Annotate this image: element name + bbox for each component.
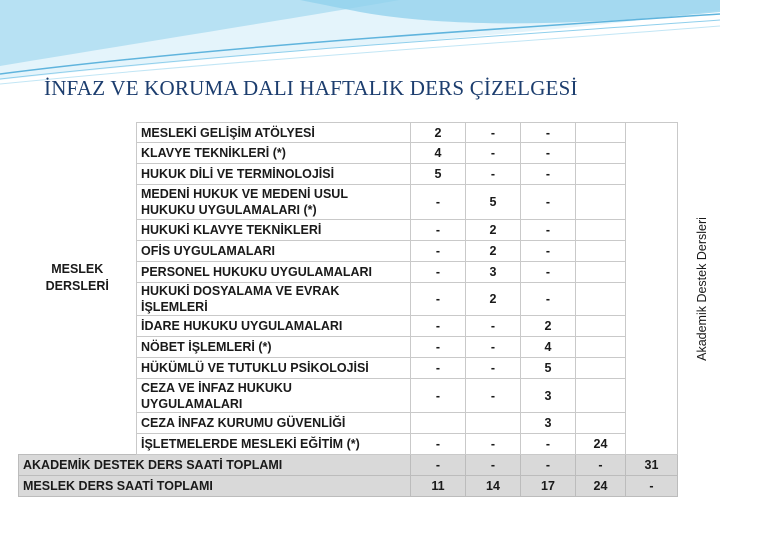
group-label-spacer <box>19 413 137 434</box>
total-cell: 17 <box>521 476 576 497</box>
hours-cell <box>576 283 626 316</box>
hours-cell: - <box>521 283 576 316</box>
course-name: KLAVYE TEKNİKLERİ (*) <box>137 143 411 164</box>
hours-cell: - <box>411 185 466 220</box>
hours-cell: - <box>521 185 576 220</box>
hours-cell: - <box>466 164 521 185</box>
page-title: İNFAZ VE KORUMA DALI HAFTALIK DERS ÇİZELGESİ <box>44 76 578 100</box>
group-label-spacer <box>19 164 137 185</box>
hours-cell: 5 <box>466 185 521 220</box>
course-name: MESLEKİ GELİŞİM ATÖLYESİ <box>137 123 411 143</box>
course-name: HUKUKİ KLAVYE TEKNİKLERİ <box>137 220 411 241</box>
course-name-line: HUKUKU UYGULAMALARI (*) <box>141 203 317 217</box>
total-cell: - <box>466 455 521 476</box>
hours-cell: - <box>466 337 521 358</box>
hours-cell: - <box>466 434 521 455</box>
group-label-spacer <box>19 220 137 241</box>
total-row-vocational <box>19 476 678 497</box>
total-cell: - <box>576 455 626 476</box>
course-name: PERSONEL HUKUKU UYGULAMALARI <box>137 262 411 283</box>
vertical-label-text: Akademik Destek Dersleri <box>694 216 709 361</box>
hours-cell: 2 <box>466 220 521 241</box>
hours-cell <box>576 337 626 358</box>
course-name: İŞLETMELERDE MESLEKİ EĞİTİM (*) <box>137 434 411 455</box>
group-label-spacer <box>19 379 137 413</box>
hours-cell: 2 <box>466 283 521 316</box>
hours-cell: 3 <box>521 413 576 434</box>
hours-cell: 4 <box>521 337 576 358</box>
hours-cell: 2 <box>466 241 521 262</box>
table-row <box>19 241 678 262</box>
table-row <box>19 123 678 143</box>
table-row <box>19 413 678 434</box>
course-name <box>137 185 411 220</box>
hours-cell <box>576 316 626 337</box>
table-row <box>19 337 678 358</box>
hours-cell: - <box>466 358 521 379</box>
hours-cell <box>576 164 626 185</box>
group-label-spacer <box>19 337 137 358</box>
hours-cell <box>576 143 626 164</box>
table-row <box>19 220 678 241</box>
hours-cell: - <box>411 262 466 283</box>
course-name-line: CEZA VE İNFAZ HUKUKU <box>141 380 292 395</box>
hours-cell: - <box>466 143 521 164</box>
hours-cell: 5 <box>411 164 466 185</box>
hours-cell: - <box>521 241 576 262</box>
total-row-academic-support <box>19 455 678 476</box>
course-name: CEZA İNFAZ KURUMU GÜVENLİĞİ <box>137 413 411 434</box>
hours-cell: 3 <box>466 262 521 283</box>
hours-cell: - <box>521 143 576 164</box>
table-row <box>19 316 678 337</box>
hours-cell: - <box>521 164 576 185</box>
group-label-spacer <box>19 316 137 337</box>
group-label-spacer <box>19 358 137 379</box>
total-row-label: AKADEMİK DESTEK DERS SAATİ TOPLAMI <box>19 455 411 476</box>
hours-cell: - <box>411 337 466 358</box>
hours-cell <box>576 123 626 143</box>
total-cell: 11 <box>411 476 466 497</box>
total-cell: - <box>411 455 466 476</box>
hours-cell: 5 <box>521 358 576 379</box>
group-label-spacer <box>19 434 137 455</box>
table-row <box>19 434 678 455</box>
hours-cell: 3 <box>521 379 576 413</box>
hours-cell <box>576 413 626 434</box>
course-name-line: MEDENİ HUKUK VE MEDENİ USUL <box>141 187 348 201</box>
course-name: HÜKÜMLÜ VE TUTUKLU PSİKOLOJİSİ <box>137 358 411 379</box>
hours-cell <box>576 262 626 283</box>
hours-cell <box>466 413 521 434</box>
total-row-label: MESLEK DERS SAATİ TOPLAMI <box>19 476 411 497</box>
course-name: İDARE HUKUKU UYGULAMALARI <box>137 316 411 337</box>
table-row <box>19 358 678 379</box>
hours-cell <box>576 220 626 241</box>
total-cell: 14 <box>466 476 521 497</box>
total-cell: 31 <box>626 455 678 476</box>
hours-cell: - <box>411 316 466 337</box>
course-name: OFİS UYGULAMALARI <box>137 241 411 262</box>
hours-cell: - <box>411 283 466 316</box>
group-label-spacer <box>19 143 137 164</box>
course-name: HUKUK DİLİ VE TERMİNOLOJİSİ <box>137 164 411 185</box>
group-label-meslek-dersleri <box>19 241 137 316</box>
hours-cell: 24 <box>576 434 626 455</box>
hours-cell: - <box>521 220 576 241</box>
table-row <box>19 143 678 164</box>
table-row <box>19 185 678 220</box>
course-name-line: İŞLEMLERİ <box>141 300 208 314</box>
course-name-line: HUKUKİ DOSYALAMA VE EVRAK <box>141 284 340 298</box>
hours-cell <box>411 413 466 434</box>
hours-cell: - <box>521 434 576 455</box>
total-cell: - <box>626 476 678 497</box>
hours-cell: - <box>411 434 466 455</box>
hours-cell <box>576 358 626 379</box>
hours-cell <box>576 185 626 220</box>
course-name <box>137 379 411 413</box>
weekly-schedule-table <box>18 122 709 497</box>
hours-cell: - <box>466 316 521 337</box>
group-label-line: DERSLERİ <box>45 279 109 293</box>
total-cell: 24 <box>576 476 626 497</box>
academic-support-column <box>626 123 709 455</box>
hours-cell: - <box>411 358 466 379</box>
schedule-table-container <box>18 122 709 497</box>
hours-cell: - <box>521 123 576 143</box>
table-row <box>19 164 678 185</box>
group-label-line: MESLEK <box>51 262 104 276</box>
course-name-line: UYGULAMALARI <box>141 396 243 411</box>
hours-cell: - <box>466 123 521 143</box>
hours-cell: 4 <box>411 143 466 164</box>
group-label-spacer <box>19 123 137 143</box>
hours-cell: - <box>466 379 521 413</box>
hours-cell <box>576 241 626 262</box>
hours-cell <box>576 379 626 413</box>
course-name <box>137 283 411 316</box>
group-label-spacer <box>19 185 137 220</box>
hours-cell: - <box>411 241 466 262</box>
course-name: NÖBET İŞLEMLERİ (*) <box>137 337 411 358</box>
table-row <box>19 379 678 413</box>
total-cell: - <box>521 455 576 476</box>
hours-cell: 2 <box>411 123 466 143</box>
hours-cell: - <box>411 220 466 241</box>
hours-cell: - <box>521 262 576 283</box>
hours-cell: - <box>411 379 466 413</box>
hours-cell: 2 <box>521 316 576 337</box>
